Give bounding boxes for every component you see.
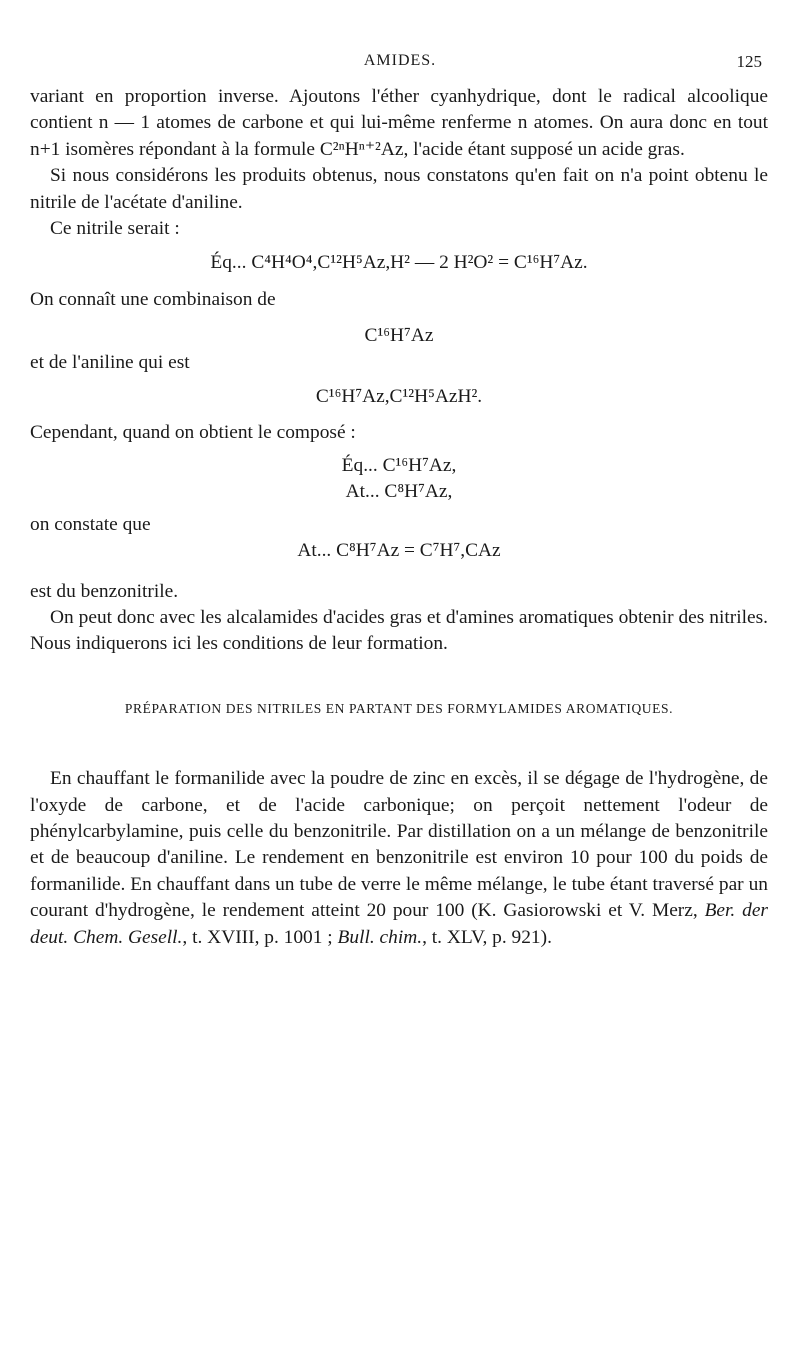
formula-nitrile: Éq... C⁴H⁴O⁴,C¹²H⁵Az,H² — 2 H²O² = C¹⁶H⁷Az. (210, 252, 588, 274)
body-text (30, 84, 768, 951)
section-heading: PRÉPARATION DES NITRILES EN PARTANT DES FORMYLAMIDES AROMATIQUES. (124, 700, 674, 716)
paragraph-5: et de l'aniline qui est (30, 351, 190, 373)
formula-combination: C¹⁶H⁷Az (364, 325, 434, 347)
page-header (0, 52, 800, 76)
paragraph-6: Cependant, quand on obtient le composé : (30, 422, 356, 444)
paragraph-9: On peut donc avec les alcalamides d'acides gras et d'amines aromatiques obtenir des nitriles. Nous indiquerons ici les conditions de leur formation. (30, 606, 768, 655)
paragraph-3: Ce nitrile serait : (50, 218, 180, 240)
paragraph-2: Si nous considérons les produits obtenus, nous constatons qu'en fait on n'a point obtenu le nitrile de l'acétate d'aniline. (30, 165, 768, 213)
reference-ber: Ber. der deut. Chem. Gesell. (30, 900, 768, 948)
formula-aniline-compound: C¹⁶H⁷Az,C¹²H⁵AzH². (315, 386, 483, 408)
paragraph-7: on constate que (30, 513, 151, 535)
formula-compound-block (30, 453, 768, 506)
paragraph-10-text: En chauffant le formanilide avec la poudre de zinc en excès, il se dégage de l'hydrogène, de l'oxyde de carbone, et de l'acide carbonique; on perçoit nettement l'odeur de phénylcarbylamine, puis celle du benzonitrile. Par distillation on a un mélange de benzonitrile et de beaucoup d'aniline. Le rendement en benzonitrile est environ 10 pour 100 du poids de formanilide. En chauffant dans un tube de verre le même mélange, le tube étant traversé par un courant d'hydrogène, le rendement atteint 20 pour 100 (K. Gasiorowski et V. Merz, (30, 768, 768, 922)
formula-atomic: At... C⁸H⁷Az, (345, 481, 453, 503)
formula-benzonitrile: At... C⁸H⁷Az = C⁷H⁷,CAz (297, 540, 501, 562)
paragraph-4: On connaît une combinaison de (30, 288, 276, 310)
page-number: 125 (736, 52, 762, 71)
reference-bull: Bull. chim. (337, 926, 423, 948)
formula-equivalent: Éq... C¹⁶H⁷Az, (341, 454, 457, 476)
reference-end: , t. XLV, p. 921). (422, 926, 552, 948)
running-title: AMIDES. (363, 52, 437, 69)
reference-mid: , t. XVIII, p. 1001 ; (182, 926, 333, 948)
paragraph-1: variant en proportion inverse. Ajoutons l'éther cyanhydrique, dont le radical alcoolique contient n — 1 atomes de carbone et qui lui-même renferme n atomes. On aura donc en tout n+1 isomères répondant à la formule C²ⁿHⁿ⁺²Az, l'acide étant supposé un acide gras. (30, 86, 768, 160)
paragraph-10 (30, 766, 768, 951)
paragraph-8: est du benzonitrile. (30, 580, 179, 602)
